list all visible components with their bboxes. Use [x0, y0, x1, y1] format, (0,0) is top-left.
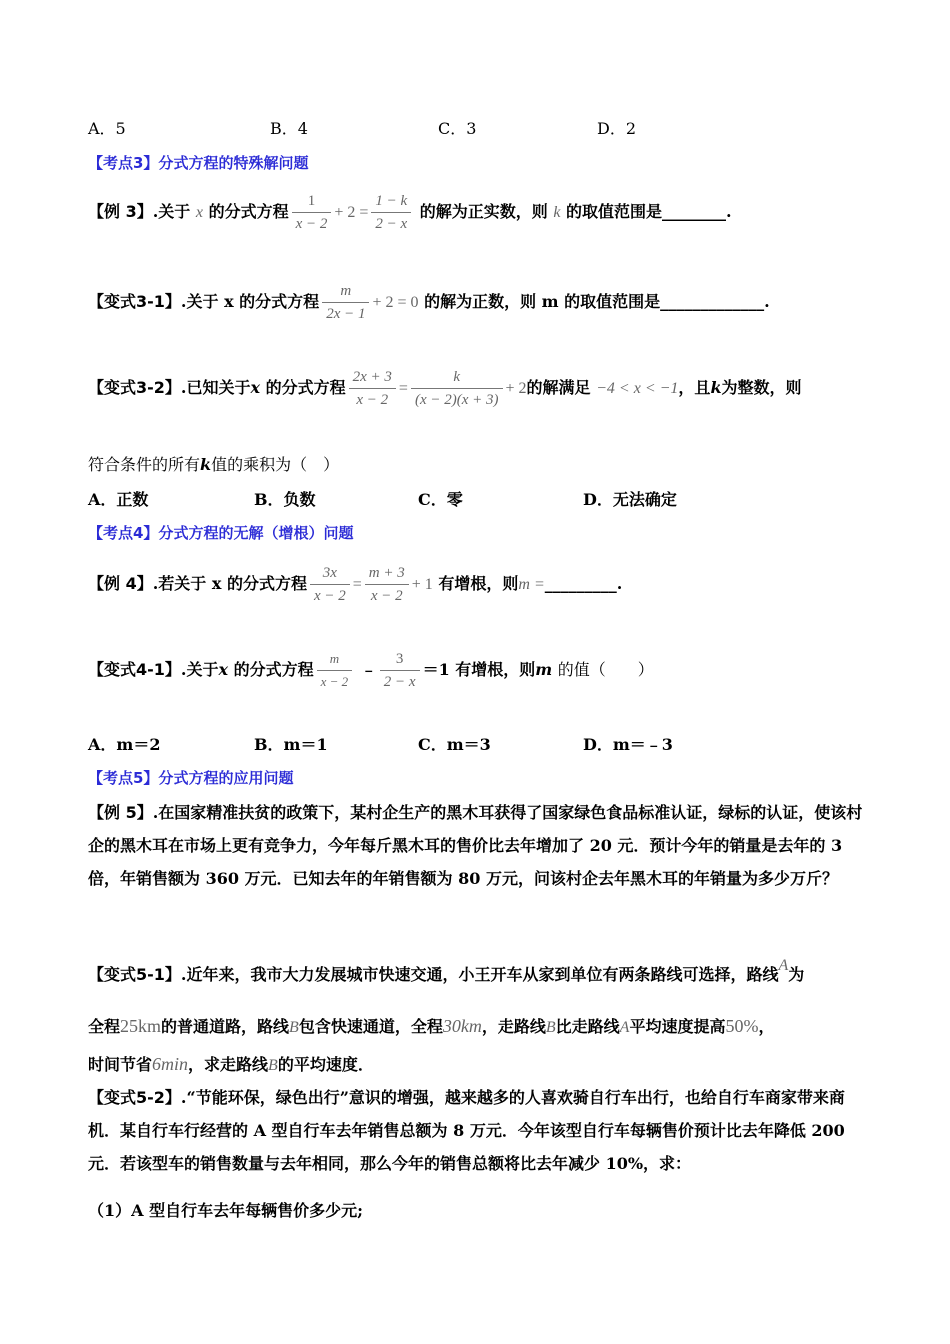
text: 的分式方程 [208, 202, 289, 221]
text: 的分式方程 [265, 378, 346, 397]
text: ，求走路线 [188, 1055, 269, 1074]
var-x: x [250, 378, 261, 397]
var-m: m [535, 660, 553, 679]
fraction-1 [349, 366, 396, 411]
text: 的分式方程 [233, 660, 314, 679]
var-B: B [268, 1057, 278, 1074]
var-k: k [553, 204, 561, 221]
text: 为整数，则 [721, 378, 802, 397]
text: 的解满足 [526, 378, 591, 397]
option-a: A．正数 [88, 490, 149, 509]
operator: = [398, 380, 408, 397]
operator: + 2 [505, 380, 527, 397]
text: 的平均速度． [277, 1055, 374, 1074]
percent: 50% [725, 1016, 759, 1036]
variant-tag: 【变式5-1】 [88, 965, 181, 984]
variant-4-1 [88, 648, 654, 693]
variant-3-2-line2 [88, 452, 339, 475]
text: .若关于 x 的分式方程 [152, 574, 307, 593]
text: 的值（ ） [557, 660, 654, 679]
text: .关于 [152, 202, 191, 221]
example-tag: 【例 4】 [88, 574, 153, 593]
text: .在国家精准扶贫的政策下，某村企生产的黑木耳获得了国家绿色食品标准认证，绿标的认证，使该村企的黑木耳在市场上更有竞争力，今年每斤黑木耳的售价比去年增加了 20 元．预计今年的销量是去年的 3 倍，年销售额为 360 万元．已知去年的年销售额为 80 万元，问该村企去年黑木耳的年销量为多少万斤？ [88, 803, 863, 888]
numerator: m [317, 648, 353, 671]
denominator: x − 2 [320, 674, 349, 689]
var-x: x [195, 204, 203, 221]
denominator: 2x − 1 [326, 306, 366, 322]
denominator: x − 2 [356, 392, 389, 408]
variant-5-1-line1 [88, 957, 805, 985]
option-c: C．m＝3 [418, 735, 491, 754]
fraction-1 [317, 648, 353, 693]
variant-5-2-q1: （1）A 型自行车去年每辆售价多少元; [88, 1201, 364, 1220]
option-a: A．5 [88, 119, 126, 138]
fraction-2 [371, 190, 411, 235]
numerator: k [411, 366, 503, 389]
var-A: A [778, 957, 789, 974]
text: 符合条件的所有 [88, 455, 201, 474]
text: 有增根，则 [438, 574, 519, 593]
fraction-2 [365, 562, 409, 607]
text: ， [758, 1017, 775, 1036]
denominator: 2 − x [383, 674, 416, 690]
numerator: m [322, 280, 369, 303]
denominator: x − 2 [370, 588, 403, 604]
text: 的普通道路，路线 [161, 1017, 290, 1036]
numerator: m + 3 [365, 562, 409, 585]
text: .已知关于 [180, 378, 251, 397]
text: .关于 x 的分式方程 [180, 292, 320, 311]
distance-2: 30km [442, 1016, 482, 1036]
numerator: 1 [292, 190, 332, 213]
text: 的取值范围是________. [566, 202, 732, 221]
fraction [322, 280, 369, 325]
section-heading-3: 【考点3】分式方程的特殊解问题 [88, 154, 309, 172]
var-x: x [218, 660, 229, 679]
variant-3-2 [88, 366, 802, 411]
text: ＝1 有增根，则 [422, 660, 536, 679]
numerator: 3x [310, 562, 350, 585]
text: ，且 [678, 378, 711, 397]
text: 为 [788, 965, 805, 984]
example-3 [88, 190, 732, 235]
fraction-1 [310, 562, 350, 607]
fraction-2 [380, 648, 420, 693]
variant-tag: 【变式3-2】 [88, 378, 181, 397]
operator: = [352, 576, 362, 593]
section-heading-4: 【考点4】分式方程的无解（增根）问题 [88, 524, 354, 542]
text: 平均速度提高 [629, 1017, 726, 1036]
text: .近年来，我市大力发展城市快速交通，小王开车从家到单位有两条路线可选择，路线 [180, 965, 779, 984]
numerator: 2x + 3 [349, 366, 396, 389]
numerator: 3 [380, 648, 420, 671]
numerator: 1 − k [371, 190, 411, 213]
distance-1: 25km [120, 1016, 162, 1036]
time: 6min [152, 1054, 189, 1074]
fraction-2 [411, 366, 503, 411]
operator: + 1 [411, 576, 433, 593]
option-c: C．3 [438, 119, 477, 138]
text: ，走路线 [481, 1017, 546, 1036]
variant-tag: 【变式4-1】 [88, 660, 181, 679]
example-4 [88, 562, 622, 607]
variant-3-1 [88, 280, 770, 325]
example-tag: 【例 3】 [88, 202, 153, 221]
operator: + 2 = 0 [372, 294, 419, 311]
condition: −4 < x < −1 [596, 380, 679, 397]
denominator: 2 − x [375, 216, 408, 232]
var-B: B [545, 1019, 556, 1036]
text: 包含快速通道，全程 [298, 1017, 443, 1036]
text: .关于 [180, 660, 219, 679]
denominator: x − 2 [313, 588, 346, 604]
option-c: C．零 [418, 490, 463, 509]
example-tag: 【例 5】 [88, 803, 153, 822]
fraction-1 [292, 190, 332, 235]
option-d: D．无法确定 [583, 490, 677, 509]
var-B: B [289, 1019, 299, 1036]
variant-tag: 【变式5-2】 [88, 1088, 181, 1107]
text: .“节能环保，绿色出行”意识的增强，越来越多的人喜欢骑自行车出行，也给自行车商家带来商机．某自行车行经营的 A 型自行车去年销售总额为 8 万元．今年该型自行车每辆售价预计比去年降低 200 元．若该型车的销售数量与去年相同，那么今年的销售总额将比去年减少 10%，求： [88, 1088, 845, 1173]
text: 比走路线 [555, 1017, 620, 1036]
option-d: D．2 [597, 119, 637, 138]
text: 时间节省 [88, 1055, 153, 1074]
option-b: B．m＝1 [254, 735, 328, 754]
var-A: A [619, 1019, 630, 1036]
example-5 [88, 796, 868, 895]
text: 的解为正数，则 m 的取值范围是_____________. [424, 292, 770, 311]
denominator: x − 2 [295, 216, 328, 232]
var-k: k [200, 455, 212, 474]
var-k: k [710, 378, 722, 397]
operator: + 2 = [334, 204, 369, 221]
text: 的解为正实数，则 [419, 202, 548, 221]
blank: _________. [544, 574, 623, 593]
variant-tag: 【变式3-1】 [88, 292, 181, 311]
operator: ﹣ [360, 660, 377, 679]
answer-var: m = [518, 576, 545, 593]
denominator: (x − 2)(x + 3) [414, 392, 499, 408]
section-heading-5: 【考点5】分式方程的应用问题 [88, 769, 294, 787]
variant-5-2 [88, 1081, 868, 1180]
text: 全程 [88, 1017, 121, 1036]
option-d: D．m＝﹣3 [583, 735, 673, 754]
option-b: B．4 [270, 119, 308, 138]
option-a: A．m＝2 [88, 735, 161, 754]
variant-5-1-line2 [88, 1014, 774, 1037]
option-b: B．负数 [254, 490, 316, 509]
variant-5-1-line3 [88, 1052, 374, 1075]
text: 值的乘积为（ ） [211, 455, 340, 474]
